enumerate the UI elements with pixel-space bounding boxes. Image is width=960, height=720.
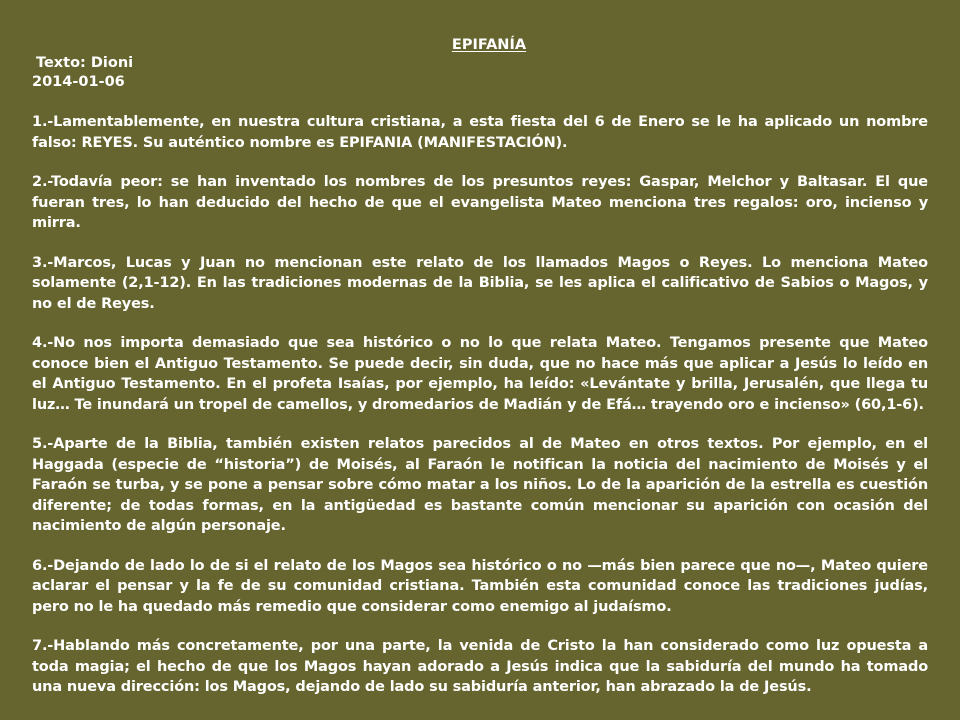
paragraph-1: 1.-Lamentablemente, en nuestra cultura cristiana, a esta fiesta del 6 de Enero se le ha aplicado un nombre falso: REYES. Su auténtico nombre es EPIFANIA (MANIFESTACIÓN). — [32, 114, 928, 151]
paragraph-3: 3.-Marcos, Lucas y Juan no mencionan este relato de los llamados Magos o Reyes. Lo menciona Mateo solamente (2,1-12). En las tradiciones modernas de la Biblia, se les aplica el calificativo de Sabios o Magos, y no el de Reyes. — [32, 254, 928, 312]
page-title: EPIFANÍA — [451, 37, 527, 53]
paragraph-5: 5.-Aparte de la Biblia, también existen relatos parecidos al de Mateo en otros textos. Por ejemplo, en el Haggada (especie de “historia”) de Moisés, al Faraón le notifican la noticia del nacimiento de Moisés y el Faraón se turba, y se pone a pensar sobre cómo matar a los niños. Lo de la aparición de la estrella es cuestión diferente; de todas formas, en la antigüedad es bastante común mencionar su aparición con ocasión del nacimiento de algún personaje. — [32, 436, 928, 534]
date-line: 2014-01-06 — [32, 74, 125, 90]
paragraph-2: 2.-Todavía peor: se han inventado los nombres de los presuntos reyes: Gaspar, Melchor y Baltasar. El que fueran tres, lo han deducido del hecho de que el evangelista Mateo menciona tres regalos: oro, incienso y mirra. — [32, 174, 928, 231]
paragraph-4: 4.-No nos importa demasiado que sea histórico o no lo que relata Mateo. Tengamos presente que Mateo conoce bien el Antiguo Testamento. Se puede decir, sin duda, que no hace más que aplicar a Jesús lo leído en el Antiguo Testamento. En el profeta Isaías, por ejemplo, ha leído: «Levántate y brilla, Jerusalén, que llega tu luz… Te inundará un tropel de camellos, y dromedarios de Madián y de Efá… trayendo oro e incienso» (60,1-6). — [32, 335, 928, 413]
author-line: Texto: Dioni — [36, 55, 134, 71]
paragraph-6: 6.-Dejando de lado lo de si el relato de los Magos sea histórico o no —más bien parece que no—, Mateo quiere aclarar el pensar y la fe de su comunidad cristiana. También esta comunidad conoce las tradiciones judías, pero no le ha quedado más remedio que considerar como enemigo al judaísmo. — [32, 557, 928, 615]
slide-content — [32, 36, 928, 695]
paragraph-7: 7.-Hablando más concretamente, por una parte, la venida de Cristo la han considerado como luz opuesta a toda magia; el hecho de que los Magos hayan adorado a Jesús indica que la sabiduría del mundo ha tomado una nueva dirección: los Magos, dejando de lado su sabiduría anterior, han abrazado la de Jesús. — [32, 638, 928, 695]
